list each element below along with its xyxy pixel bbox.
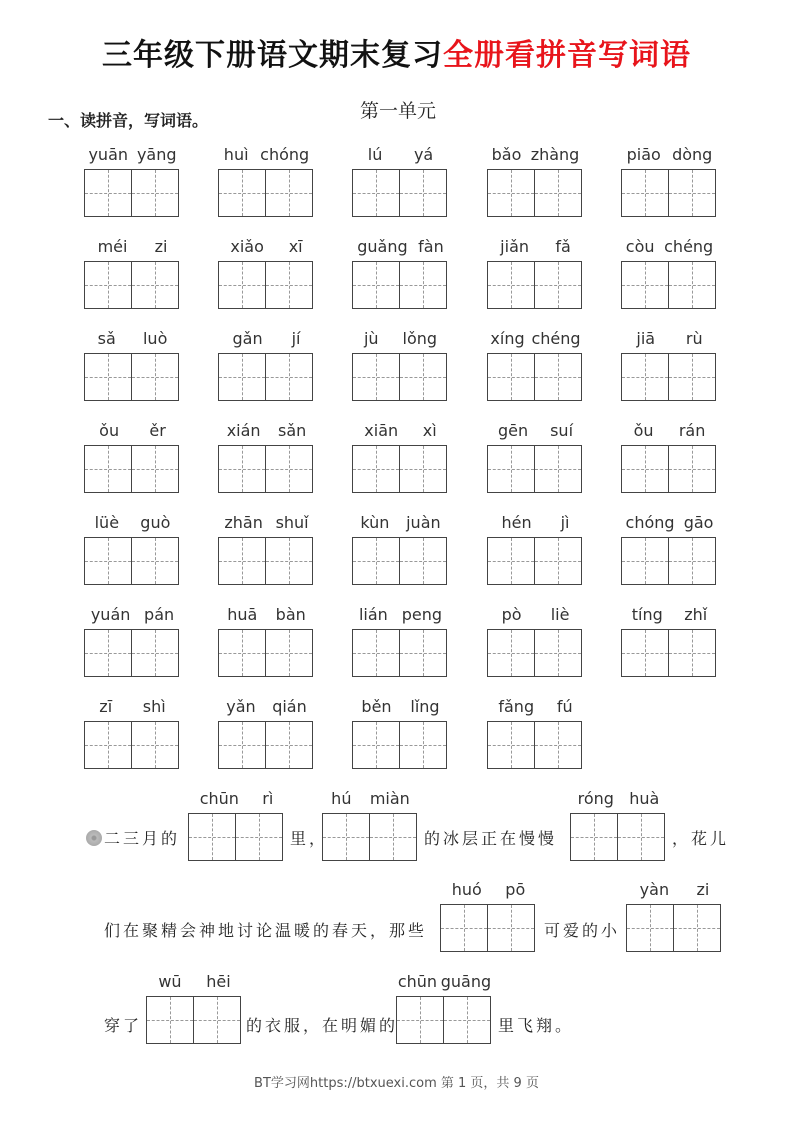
pinyin: yàn zi [639,880,710,899]
write-cell[interactable] [444,996,491,1044]
pinyin: bǎo zhàng [491,145,580,164]
pinyin: piāo dòng [626,145,713,164]
pinyin: yǎn qián [226,697,307,716]
write-cell[interactable] [621,629,669,677]
passage-text: 们在聚精会神地讨论温暖的春天，那些 [104,921,428,940]
pinyin: ǒu rán [633,421,706,440]
write-cell[interactable] [440,904,488,952]
write-cell[interactable] [218,721,266,769]
pinyin: xíng chéng [490,329,581,348]
passage-text: 的衣服，在明媚的 [246,1016,399,1035]
write-cell[interactable] [236,813,283,861]
write-cell[interactable] [352,537,400,585]
pinyin: tíng zhǐ [631,605,708,624]
write-cell[interactable] [669,169,716,217]
pinyin: còu chéng [625,237,714,256]
write-cell[interactable] [218,169,266,217]
write-cell[interactable] [132,721,179,769]
passage-text: 二三月的 [104,829,181,848]
write-cell[interactable] [535,261,582,309]
write-cell[interactable] [266,261,313,309]
write-cell[interactable] [322,813,370,861]
write-cell[interactable] [487,445,535,493]
write-cell[interactable] [396,996,444,1044]
write-cell[interactable] [218,537,266,585]
write-cell[interactable] [669,445,716,493]
pinyin: huó pō [451,880,526,899]
write-cell[interactable] [487,353,535,401]
write-cell[interactable] [266,721,313,769]
write-cell[interactable] [352,445,400,493]
write-cell[interactable] [266,169,313,217]
pinyin: lián peng [358,605,443,624]
write-cell[interactable] [266,445,313,493]
pinyin: jiā rù [636,329,703,348]
write-cell[interactable] [352,169,400,217]
pinyin: chūn guāng [397,972,492,991]
write-cell[interactable] [487,629,535,677]
write-cell[interactable] [84,353,132,401]
write-cell[interactable] [370,813,417,861]
write-cell[interactable] [132,445,179,493]
write-cell[interactable] [626,904,674,952]
write-cell[interactable] [218,353,266,401]
page-footer: BT学习网https://btxuexi.com 第 1 页，共 9 页 [254,1076,539,1091]
write-cell[interactable] [669,629,716,677]
pinyin: jiǎn fǎ [500,237,571,256]
write-cell[interactable] [535,721,582,769]
passage-text: 里， [290,829,329,848]
passage-text: 可爱的小 [544,921,621,940]
write-cell[interactable] [352,721,400,769]
pinyin: méi zi [97,237,168,256]
write-cell[interactable] [218,629,266,677]
write-cell[interactable] [400,169,447,217]
write-cell[interactable] [194,996,241,1044]
write-cell[interactable] [352,353,400,401]
pinyin: lüè guò [94,513,171,532]
write-cell[interactable] [621,445,669,493]
pinyin: huā bàn [227,605,306,624]
write-cell[interactable] [535,353,582,401]
write-cell[interactable] [84,261,132,309]
write-cell[interactable] [669,537,716,585]
write-cell[interactable] [618,813,665,861]
pinyin: róng huà [577,789,660,808]
pinyin: hú miàn [331,789,410,808]
write-cell[interactable] [400,629,447,677]
pinyin: gēn suí [497,421,574,440]
pinyin: chūn rì [199,789,274,808]
passage-text: 穿了 [104,1016,143,1035]
write-cell[interactable] [132,537,179,585]
write-cell[interactable] [674,904,721,952]
pinyin: běn lǐng [361,697,440,716]
write-cell[interactable] [535,537,582,585]
write-cell[interactable] [266,353,313,401]
write-cell[interactable] [400,721,447,769]
write-cell[interactable] [487,169,535,217]
write-cell[interactable] [669,261,716,309]
write-cell[interactable] [146,996,194,1044]
write-cell[interactable] [218,445,266,493]
pinyin: xiān xì [364,421,437,440]
write-cell[interactable] [132,353,179,401]
write-cell[interactable] [132,629,179,677]
write-cell[interactable] [570,813,618,861]
write-cell[interactable] [266,629,313,677]
write-cell[interactable] [487,721,535,769]
pinyin: sǎ luò [97,329,168,348]
pinyin: yuān yāng [88,145,177,164]
write-cell[interactable] [621,353,669,401]
pinyin: ǒu ěr [99,421,166,440]
pinyin: zhān shuǐ [224,513,309,532]
passage-text: 里飞翔。 [498,1016,575,1035]
write-cell[interactable] [84,169,132,217]
title-highlight: 全册看拼音写词语 [443,38,691,73]
pinyin: hén jì [501,513,570,532]
write-cell[interactable] [535,445,582,493]
page-title [0,30,793,74]
write-cell[interactable] [132,261,179,309]
passage-text: ，花儿 [672,829,730,848]
title-main: 三年级下册语文期末复习 [102,38,443,73]
pinyin: lú yá [367,145,434,164]
write-cell[interactable] [352,629,400,677]
write-cell[interactable] [188,813,236,861]
write-cell[interactable] [669,353,716,401]
pinyin: huì chóng [223,145,310,164]
write-cell[interactable] [84,721,132,769]
write-cell[interactable] [132,169,179,217]
passage-text: 的冰层正在慢慢 [424,829,558,848]
pinyin: guǎng fàn [357,237,444,256]
pinyin: zī shì [99,697,166,716]
passage-line-1 [86,826,180,849]
write-cell[interactable] [218,261,266,309]
write-cell[interactable] [487,261,535,309]
write-cell[interactable] [352,261,400,309]
flower-icon [86,830,102,846]
write-cell[interactable] [621,169,669,217]
write-cell[interactable] [621,537,669,585]
pinyin: kùn juàn [360,513,441,532]
write-cell[interactable] [488,904,535,952]
write-cell[interactable] [400,537,447,585]
write-cell[interactable] [84,445,132,493]
write-cell[interactable] [400,445,447,493]
pinyin: fǎng fú [498,697,573,716]
write-cell[interactable] [400,261,447,309]
write-cell[interactable] [266,537,313,585]
write-cell[interactable] [487,537,535,585]
pinyin: xián sǎn [226,421,307,440]
pinyin: pò liè [501,605,570,624]
write-cell[interactable] [400,353,447,401]
pinyin: wū hēi [158,972,231,991]
pinyin: chóng gāo [625,513,714,532]
pinyin: jù lǒng [363,329,438,348]
write-cell[interactable] [535,629,582,677]
pinyin: gǎn jí [232,329,301,348]
write-cell[interactable] [84,537,132,585]
write-cell[interactable] [535,169,582,217]
section-heading: 一、读拼音，写词语。 [48,111,209,130]
pinyin: yuán pán [90,605,175,624]
write-cell[interactable] [84,629,132,677]
write-cell[interactable] [621,261,669,309]
unit-title: 第一单元 [360,100,437,122]
pinyin: xiǎo xī [230,237,303,256]
